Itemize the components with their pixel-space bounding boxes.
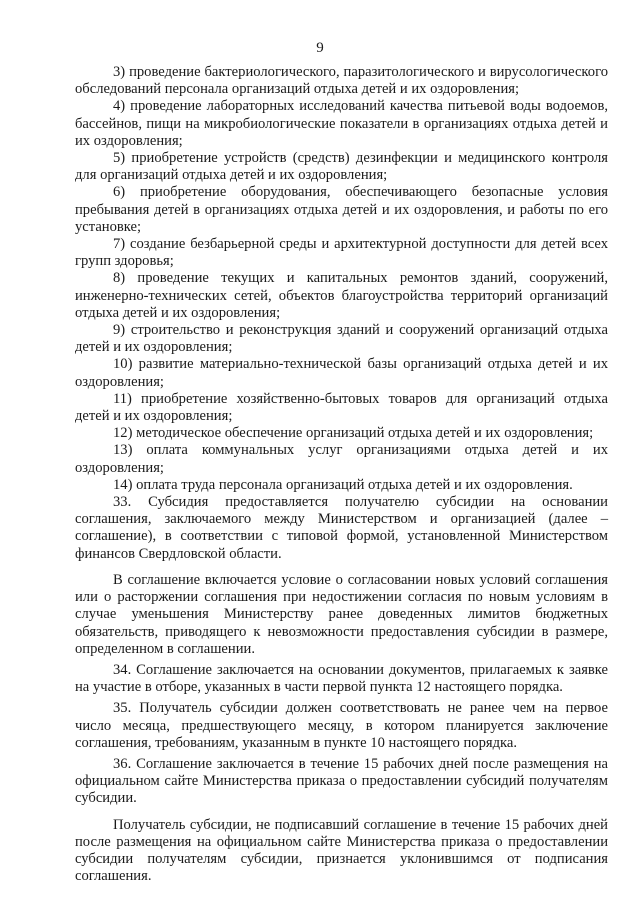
document-body bbox=[75, 64, 608, 885]
clause-33-agreement-condition: В соглашение включается условие о согласовании новых условий соглашения или о расторжении соглашения при недостижении согласия по новым условиям в случае уменьшения Министерству ранее доведенных лимитов бюджетных обязательств, приводящего к невозможности предоставления субсидии в размере, определенном в соглашении. bbox=[75, 571, 608, 657]
clause-36: 36. Соглашение заключается в течение 15 рабочих дней после размещения на официальном сайте Министерства приказа о предоставлении субсидий получателям субсидии. bbox=[75, 755, 608, 807]
list-item-3: 3) проведение бактериологического, паразитологического и вирусологического обследований персонала организаций отдыха детей и их оздоровления; bbox=[75, 64, 608, 98]
list-item-7: 7) создание безбарьерной среды и архитектурной доступности для детей всех групп здоровья; bbox=[75, 236, 608, 270]
list-item-8: 8) проведение текущих и капитальных ремонтов зданий, сооружений, инженерно-технических сетей, объектов благоустройства территорий организаций отдыха детей и их оздоровления; bbox=[75, 270, 608, 321]
page-number: 9 bbox=[316, 40, 324, 56]
list-item-6: 6) приобретение оборудования, обеспечивающего безопасные условия пребывания детей в организациях отдыха детей и их оздоровления, и работы по его установке; bbox=[75, 184, 608, 235]
list-item-12: 12) методическое обеспечение организаций отдыха детей и их оздоровления; bbox=[113, 425, 594, 442]
list-item-4: 4) проведение лабораторных исследований качества питьевой воды водоемов, бассейнов, пищи на микробиологические показатели в организациях отдыха детей и их оздоровления; bbox=[75, 98, 608, 149]
list-item-9: 9) строительство и реконструкция зданий и сооружений организаций отдыха детей и их оздоровления; bbox=[75, 322, 608, 356]
list-item-10: 10) развитие материально-технической базы организаций отдыха детей и их оздоровления; bbox=[75, 356, 608, 390]
clause-35: 35. Получатель субсидии должен соответствовать не ранее чем на первое число месяца, предшествующего месяцу, в котором планируется заключение соглашения, требованиям, указанным в пункте 10 настоящего порядка. bbox=[75, 700, 608, 751]
list-item-11: 11) приобретение хозяйственно-бытовых товаров для организаций отдыха детей и их оздоровления; bbox=[75, 390, 608, 425]
clause-33: 33. Субсидия предоставляется получателю субсидии на основании соглашения, заключаемого между Министерством и организацией (далее – соглашение), в соответствии с типовой формой, установленной Министерством финансов Свердловской области. bbox=[75, 494, 608, 562]
clause-36-evasion: Получатель субсидии, не подписавший соглашение в течение 15 рабочих дней после размещения на официальном сайте Министерства приказа о предоставлении субсидии получателям субсидии, признается уклонившимся от подписания соглашения. bbox=[75, 816, 608, 885]
list-item-5: 5) приобретение устройств (средств) дезинфекции и медицинского контроля для организаций отдыха детей и их оздоровления; bbox=[75, 150, 608, 184]
clause-34: 34. Соглашение заключается на основании документов, прилагаемых к заявке на участие в отборе, указанных в части первой пункта 12 настоящего порядка. bbox=[75, 661, 608, 696]
list-item-14: 14) оплата труда персонала организаций отдыха детей и их оздоровления. bbox=[113, 476, 573, 493]
list-item-13: 13) оплата коммунальных услуг организациями отдыха детей и их оздоровления; bbox=[75, 442, 608, 476]
